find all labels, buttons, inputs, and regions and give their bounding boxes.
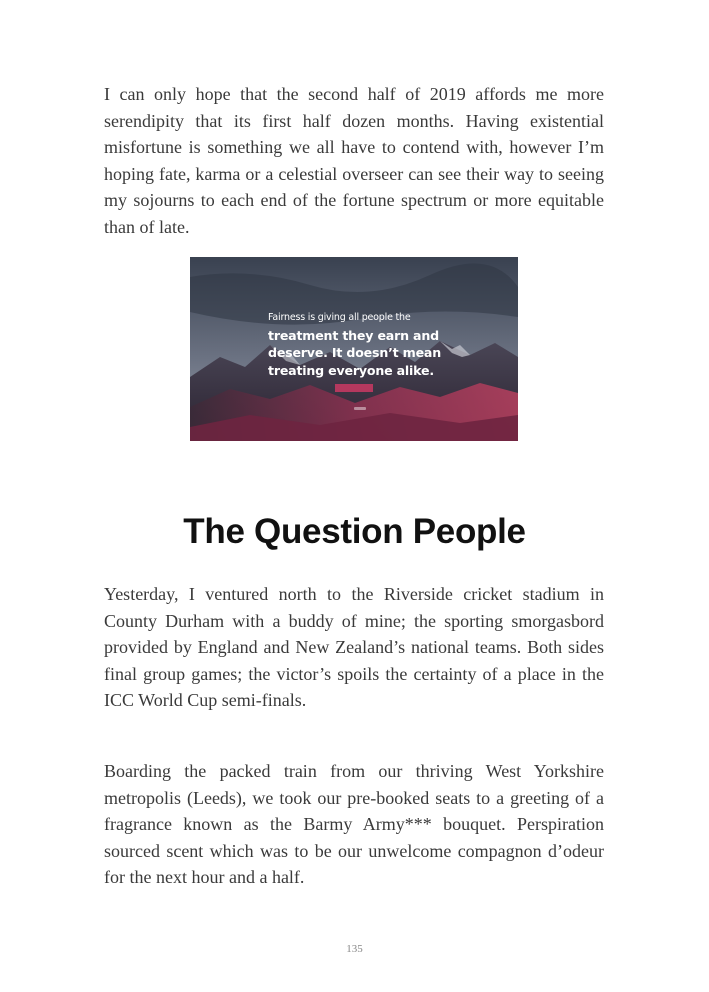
- body-paragraph-2: Boarding the packed train from our thriving West Yorkshire metropolis (Leeds), we took our pre-booked seats to a greeting of a fragrance known as the Barmy Army*** bouquet. Perspiration sourced scent which was to be our unwelcome compagnon d’odeur for the next hour and a half.: [104, 761, 604, 888]
- quote-text: [268, 307, 468, 379]
- intro-paragraph: I can only hope that the second half of 2019 affords me more serendipity that its first half dozen months. Having existential misfortune is something we all have to contend with, however I’m hoping fate, karma or a celestial overseer can see their way to seeing my sojourns to each end of the fortune spectrum or more equitable than of late.: [104, 84, 604, 237]
- quote-first-line: Fairness is giving all people the: [268, 312, 411, 323]
- watermark-mark: [354, 407, 366, 410]
- body-paragraph-1: Yesterday, I ventured north to the Riverside cricket stadium in County Durham with a buddy of mine; the sporting smorgasbord provided by England and New Zealand’s national teams. Both sides final group games; the victor’s spoils the certainty of a place in the ICC World Cup semi-finals.: [104, 584, 604, 711]
- author-tag: [335, 384, 373, 392]
- page-number: 135: [346, 943, 363, 955]
- quote-remaining-lines: treatment they earn and deserve. It doesn’t mean treating everyone alike.: [268, 327, 442, 378]
- section-heading: The Question People: [183, 512, 526, 551]
- quote-image: [190, 257, 518, 441]
